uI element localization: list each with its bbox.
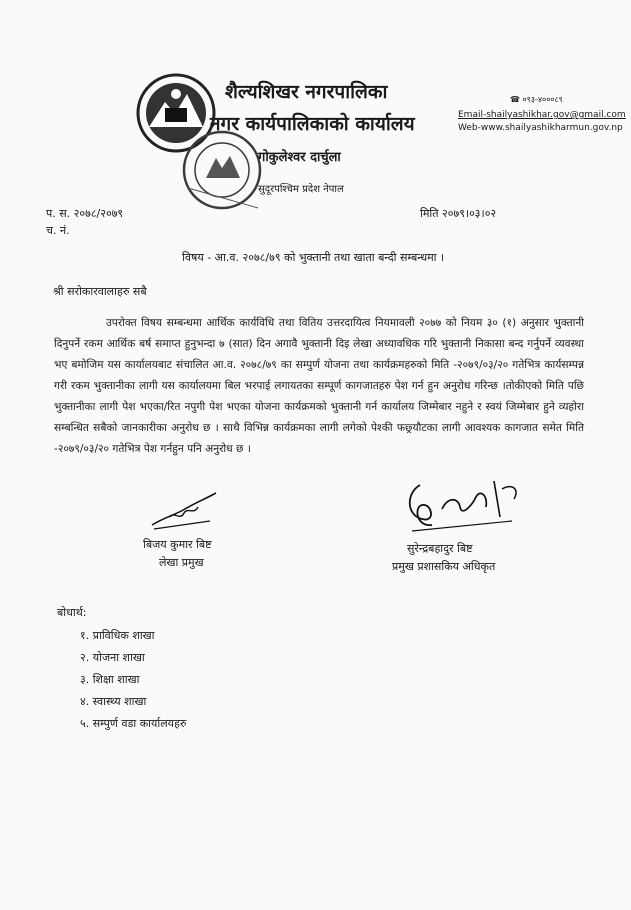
cc-item: ३. शिक्षा शाखा	[80, 673, 140, 686]
body-paragraph: उपरोक्त विषय सम्बन्धमा आर्थिक कार्यविधि तथा वितिय उत्तरदायित्व नियमावली २०७७ को नियम ३० (१) अनुसार भुक्तानी दिनुपर्ने रकम आर्थिक बर्ष समाप्त हुनुभन्दा ७ (सात) दिन अगावै भुक्तानी दिइ लेखा अध्यावधिक गरि भुक्तानी निकासा बन्द गर्नुपर्ने व्यवस्था भए बमोजिम यस कार्यालयबाट संचालित आ.व. २०७८/७९ का सम्पुर्ण योजना तथा कार्यक्रमहरुको मिति -२०७९/०३/२० गतेभित्र कार्यसम्पन्न गरी रकम भुक्तानीका लागी यस कार्यालयमा बिल भरपाई लगायतका सम्पूर्ण कागजातहरु पेश गर्न हुन अनुरोध गरिन्छ ।तोकीएको मिति पछि भुक्तानीका लागी पेश भएका/रित नपुगी पेश भएका योजना कार्यक्रमको भुक्तानी गर्न कार्यालय जिम्मेबार नहुने र स्वयं जिम्मेबार हुने व्यहोरा सम्बन्धित सबैको जानकारीका अनुरोध छ । साथै विभिन्न कार्यक्रमका लागी लगेको पेश्की फछ्र्यौटका लागी आवश्यक कागजात समेत मिति -२०७९/०३/२० गतेभित्र पेश गर्नहुन पनि अनुरोध छ ।	[54, 317, 584, 455]
left-signatory-name: बिजय कुमार बिष्ट	[143, 538, 212, 551]
letter-date: मिति २०७९।०३।०२	[420, 207, 497, 220]
office-location: गोकुलेश्वर दार्चुला	[258, 150, 341, 165]
letter-subject: विषय - आ.व. २०७८/७९ को भुक्तानी तथा खाता बन्दी सम्बन्धमा ।	[182, 251, 445, 264]
website-link[interactable]: Web-www.shailyashikharmun.gov.np	[458, 123, 623, 133]
letter-body	[54, 313, 584, 460]
cc-item: ४. स्वास्थ्य शाखा	[80, 695, 147, 708]
reference-number: प. स. २०७८/२०७९	[46, 207, 124, 220]
cc-item: १. प्राविधिक शाखा	[80, 629, 155, 642]
dispatch-number: च. नं.	[46, 224, 70, 237]
cc-item: २. योजना शाखा	[80, 651, 145, 664]
cc-item: ५. सम्पुर्ण वडा कार्यालयहरु	[80, 717, 187, 730]
phone-number: ☎ ०९३-४०००८९	[510, 95, 563, 104]
office-name: नगर कार्यपालिकाको कार्यालय	[210, 113, 415, 135]
right-signatory-name: सुरेन्द्रबहादुर बिष्ट	[407, 542, 473, 555]
salutation: श्री सरोकारवालाहरु सबै	[53, 285, 147, 298]
right-signatory-title: प्रमुख प्रशासकिय अधिकृत	[392, 560, 496, 573]
province-name: सुदूरपश्चिम प्रदेश नेपाल	[258, 184, 344, 195]
municipality-name: शैल्यशिखर नगरपालिका	[225, 81, 388, 103]
cc-label: बोधार्थ:	[57, 606, 87, 619]
office-stamp-icon	[178, 128, 278, 223]
left-signatory-title: लेखा प्रमुख	[159, 556, 204, 569]
email-link[interactable]: Email-shailyashikhar.gov@gmail.com	[458, 110, 626, 120]
right-signature-icon	[402, 475, 532, 537]
left-signature-icon	[150, 487, 220, 532]
